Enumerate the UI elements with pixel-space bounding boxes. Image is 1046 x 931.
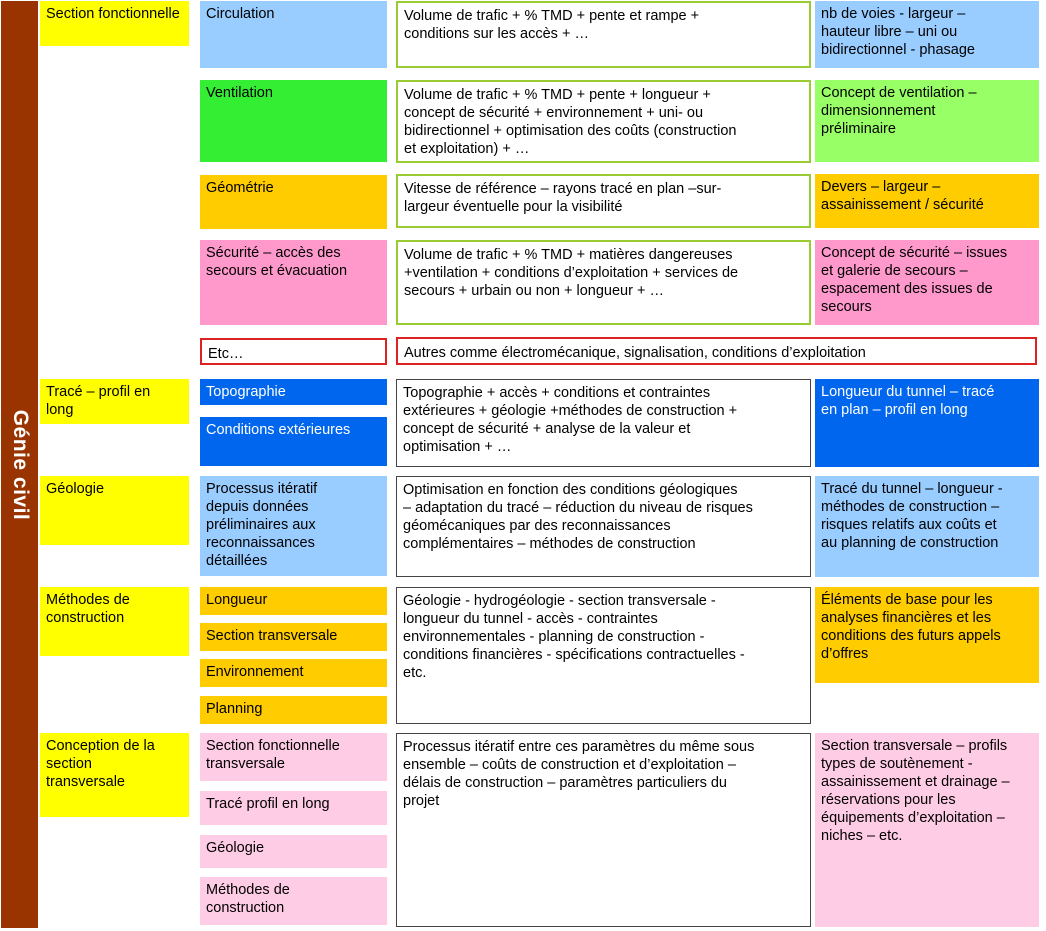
parameter-ventilation: Ventilation <box>200 80 387 162</box>
factors-securite: Volume de trafic + % TMD + matières dangereuses +ventilation + conditions d’exploitation + services de secours + urbain ou non + longueur + … <box>396 240 811 325</box>
parameter-topographie: Topographie <box>200 379 387 405</box>
result-circulation: nb de voies - largeur – hauteur libre – uni ou bidirectionnel - phasage <box>815 1 1039 68</box>
parameter-processus-iteratif: Processus itératif depuis données préliminaires aux reconnaissances détaillées <box>200 476 387 576</box>
factors-methodes: Géologie - hydrogéologie - section transversale - longueur du tunnel - accès - contraintes environnementales - planning de construction - conditions financières - spécifications contractuelles - etc. <box>396 587 811 724</box>
parameter-geologie: Géologie <box>200 835 387 868</box>
result-conception: Section transversale – profils types de soutènement - assainissement et drainage – réservations pour les équipements d’exploitation – niches – etc. <box>815 733 1039 927</box>
parameter-planning: Planning <box>200 696 387 724</box>
parameter-securite: Sécurité – accès des secours et évacuation <box>200 240 387 325</box>
result-securite: Concept de sécurité – issues et galerie de secours – espacement des issues de secours <box>815 240 1039 325</box>
parameter-section-fonctionnelle-transversale: Section fonctionnelle transversale <box>200 733 387 781</box>
factors-circulation: Volume de trafic + % TMD + pente et rampe + conditions sur les accès + … <box>396 1 811 68</box>
parameter-section-transversale: Section transversale <box>200 623 387 651</box>
factors-ventilation: Volume de trafic + % TMD + pente + longueur + concept de sécurité + environnement + uni- ou bidirectionnel + optimisation des coûts (construction et exploitation) + … <box>396 80 811 163</box>
sidebar-genie-civil <box>1 1 38 928</box>
category-conception-section: Conception de la section transversale <box>40 733 189 817</box>
factors-geologie: Optimisation en fonction des conditions géologiques – adaptation du tracé – réduction du niveau de risques géomécaniques par des reconnaissances complémentaires – méthodes de construction <box>396 476 811 577</box>
category-geologie: Géologie <box>40 476 189 545</box>
factors-geometrie: Vitesse de référence – rayons tracé en plan –sur- largeur éventuelle pour la visibilité <box>396 174 811 228</box>
result-ventilation: Concept de ventilation – dimensionnement préliminaire <box>815 80 1039 162</box>
parameter-geometrie: Géométrie <box>200 175 387 229</box>
sidebar-label: Génie civil <box>8 409 32 520</box>
factors-etc: Autres comme électromécanique, signalisation, conditions d’exploitation <box>396 337 1037 365</box>
parameter-methodes-de-construction: Méthodes de construction <box>200 877 387 925</box>
result-geometrie: Devers – largeur – assainissement / sécurité <box>815 174 1039 228</box>
parameter-conditions-exterieures: Conditions extérieures <box>200 417 387 466</box>
parameter-environnement: Environnement <box>200 659 387 687</box>
result-methodes: Éléments de base pour les analyses financières et les conditions des futurs appels d’offres <box>815 587 1039 683</box>
category-methodes-construction: Méthodes de construction <box>40 587 189 656</box>
parameter-longueur: Longueur <box>200 587 387 615</box>
factors-conception: Processus itératif entre ces paramètres du même sous ensemble – coûts de construction et d’exploitation – délais de construction – paramètres particuliers du projet <box>396 733 811 927</box>
category-trace-profil: Tracé – profil en long <box>40 379 189 424</box>
factors-trace: Topographie + accès + conditions et contraintes extérieures + géologie +méthodes de construction + concept de sécurité + analyse de la valeur et optimisation + … <box>396 379 811 467</box>
parameter-circulation: Circulation <box>200 1 387 68</box>
result-geologie: Tracé du tunnel – longueur - méthodes de construction – risques relatifs aux coûts et au planning de construction <box>815 476 1039 577</box>
category-section-fonctionnelle: Section fonctionnelle <box>40 1 189 46</box>
parameter-trace-profil-en-long: Tracé profil en long <box>200 791 387 825</box>
parameter-etc: Etc… <box>200 338 387 365</box>
result-trace: Longueur du tunnel – tracé en plan – profil en long <box>815 379 1039 467</box>
